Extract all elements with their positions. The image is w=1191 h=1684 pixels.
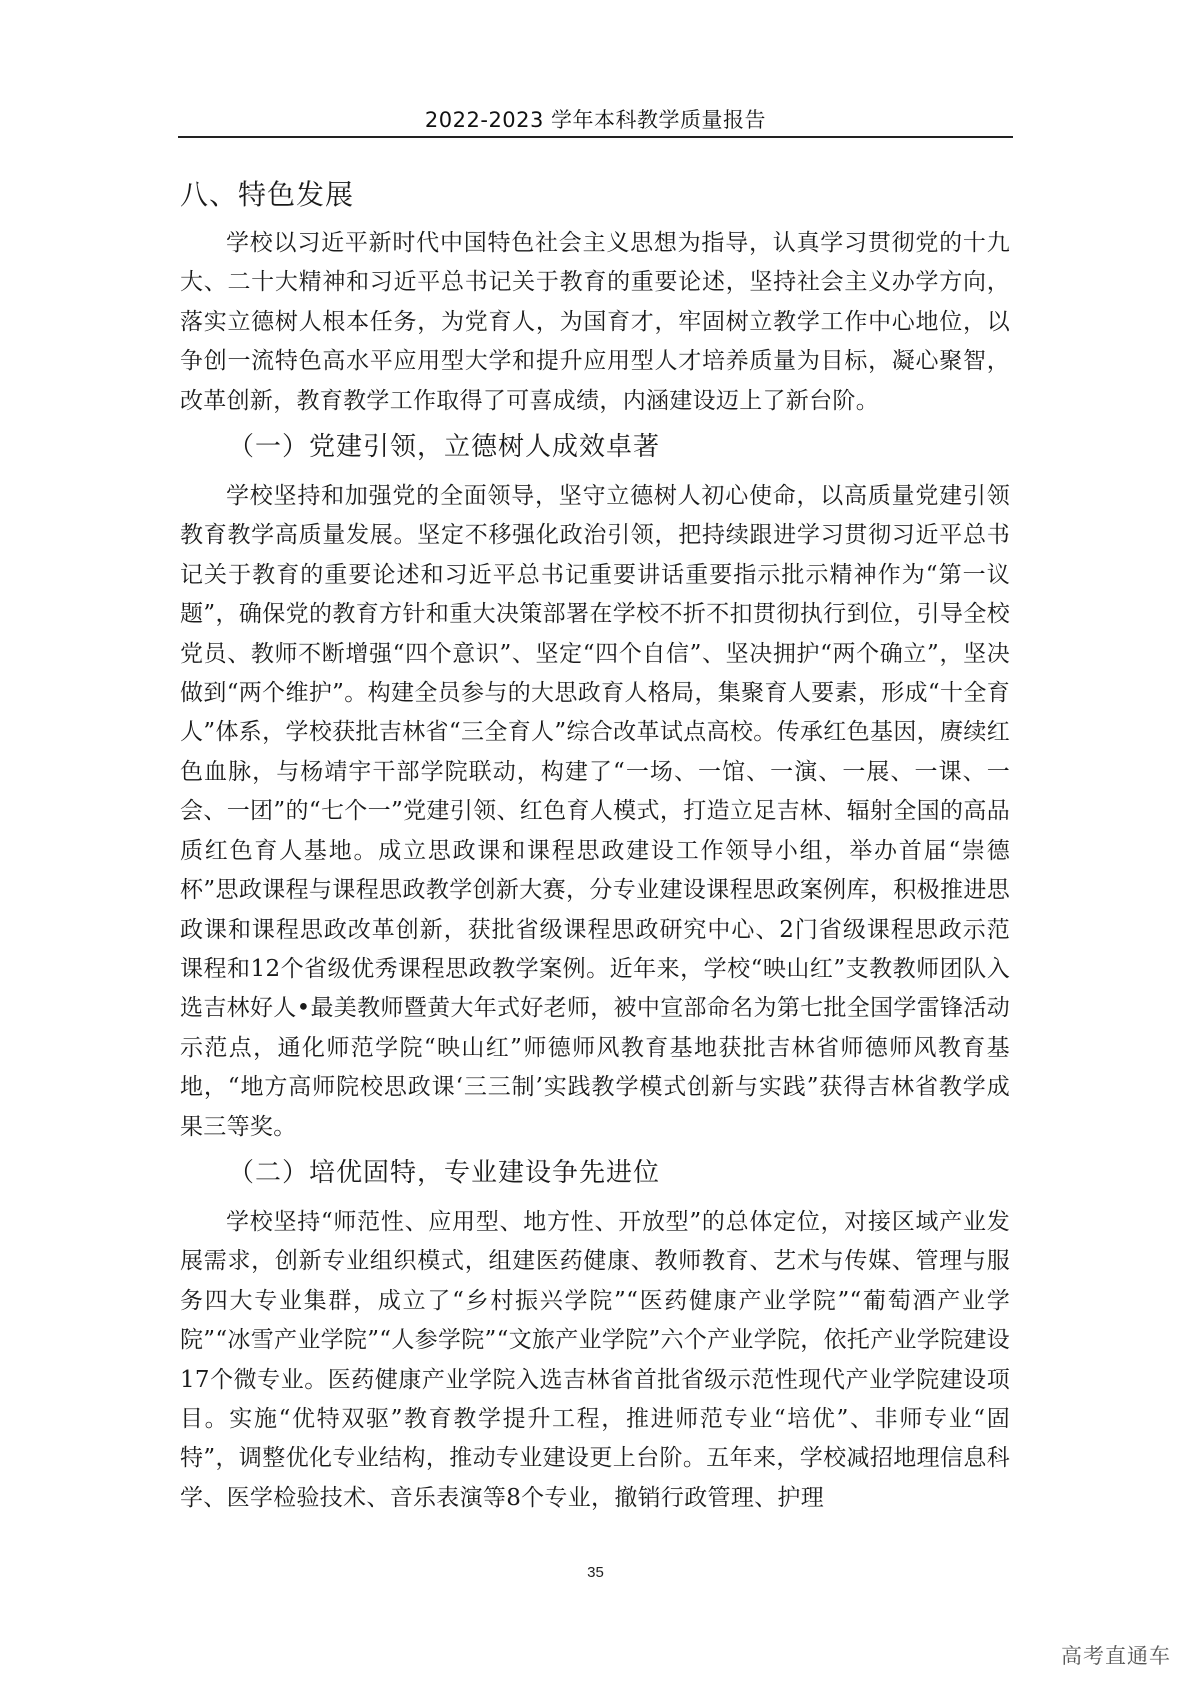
section-title: 八、特色发展: [180, 178, 355, 211]
page-content: [180, 170, 1010, 1518]
subsection-title-1: （一）党建引领，立德树人成效卓著: [228, 432, 661, 463]
subsection-title-2: （二）培优固特，专业建设争先进位: [228, 1157, 661, 1188]
page-number: 35: [587, 1564, 604, 1581]
section-intro-paragraph: 学校以习近平新时代中国特色社会主义思想为指导，认真学习贯彻党的十九大、二十大精神和习近平总书记关于教育的重要论述，坚持社会主义办学方向，落实立德树人根本任务，为党育人，为国育才，牢固树立教学工作中心地位，以争创一流特色高水平应用型大学和提升应用型人才培养质量为目标，凝心聚智，改革创新，教育教学工作取得了可喜成绩，内涵建设迈上了新台阶。: [180, 230, 1010, 414]
running-header: 2022-2023 学年本科教学质量报告: [424, 108, 767, 132]
subsection-body-2: 学校坚持“师范性、应用型、地方性、开放型”的总体定位，对接区域产业发展需求，创新专业组织模式，组建医药健康、教师教育、艺术与传媒、管理与服务四大专业集群，成立了“乡村振兴学院”“医药健康产业学院”“葡萄酒产业学院”“冰雪产业学院”“人参学院”“文旅产业学院”六个产业学院，依托产业学院建设17个微专业。医药健康产业学院入选吉林省首批省级示范性现代产业学院建设项目。实施“优特双驱”教育教学提升工程，推进师范专业“培优”、非师专业“固特”，调整优化专业结构，推动专业建设更上台阶。五年来，学校减招地理信息科学、医学检验技术、音乐表演等8个专业，撤销行政管理、护理: [180, 1208, 1011, 1511]
watermark-text: 高考直通车: [1061, 1644, 1171, 1668]
header-rule: [178, 136, 1013, 138]
subsection-body-1: 学校坚持和加强党的全面领导，坚守立德树人初心使命，以高质量党建引领教育教学高质量发展。坚定不移强化政治引领，把持续跟进学习贯彻习近平总书记关于教育的重要论述和习近平总书记重要讲话重要指示批示精神作为“第一议题”，确保党的教育方针和重大决策部署在学校不折不扣贯彻执行到位，引导全校党员、教师不断增强“四个意识”、坚定“四个自信”、坚决拥护“两个确立”，坚决做到“两个维护”。构建全员参与的大思政育人格局，集聚育人要素，形成“十全育人”体系，学校获批吉林省“三全育人”综合改革试点高校。传承红色基因，赓续红色血脉，与杨靖宇干部学院联动，构建了“一场、一馆、一演、一展、一课、一会、一团”的“七个一”党建引领、红色育人模式，打造立足吉林、辐射全国的高品质红色育人基地。成立思政课和课程思政建设工作领导小组，举办首届“崇德杯”思政课程与课程思政教学创新大赛，分专业建设课程思政案例库，积极推进思政课和课程思政改革创新，获批省级课程思政研究中心、2门省级课程思政示范课程和12个省级优秀课程思政教学案例。近年来，学校“映山红”支教教师团队入选吉林好人•最美教师暨黄大年式好老师，被中宣部命名为第七批全国学雷锋活动示范点，通化师范学院“映山红”师德师风教育基地获批吉林省师德师风教育基地，“地方高师院校思政课‘三三制’实践教学模式创新与实践”获得吉林省教学成果三等奖。: [180, 483, 1010, 1140]
